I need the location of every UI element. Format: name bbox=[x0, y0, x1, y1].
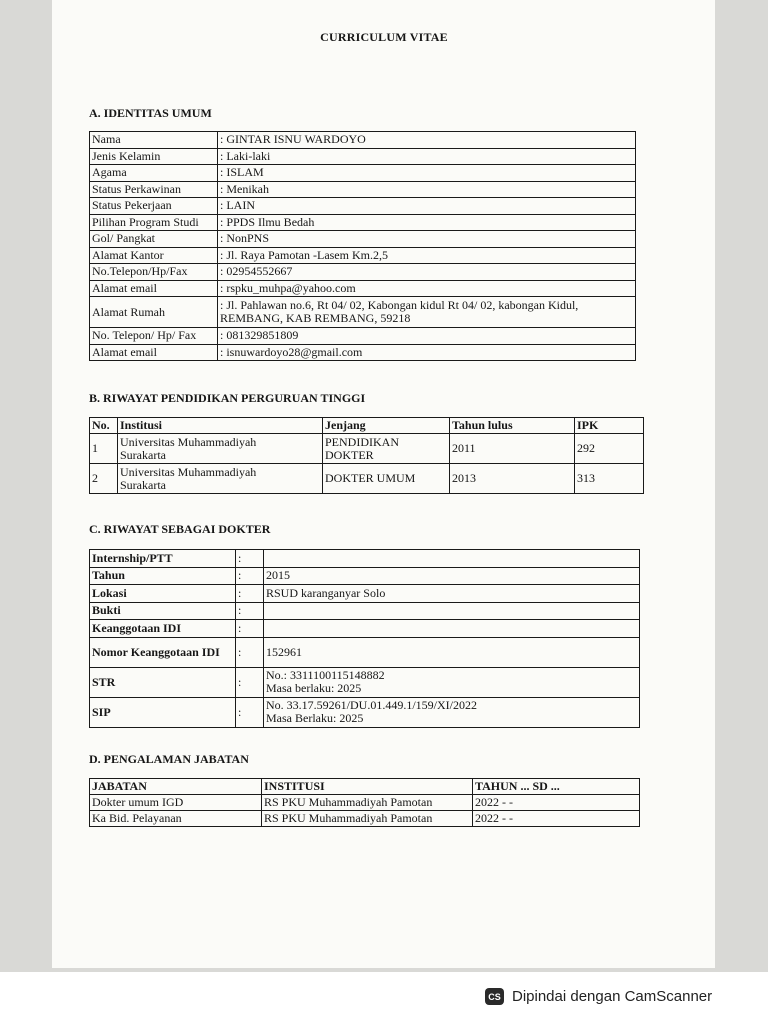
field-label: Keanggotaan IDI bbox=[90, 620, 236, 638]
header-no: No. bbox=[90, 418, 118, 434]
field-value bbox=[264, 697, 640, 727]
table-row bbox=[90, 464, 644, 494]
field-separator: : bbox=[236, 620, 264, 638]
header-institusi: Institusi bbox=[118, 418, 323, 434]
field-label: Internship/PTT bbox=[90, 550, 236, 568]
table-row bbox=[90, 214, 636, 231]
table-row bbox=[90, 697, 640, 727]
field-value-line1: : Menikah bbox=[220, 181, 269, 196]
field-label: Status Perkawinan bbox=[90, 181, 218, 198]
field-value-line1: : Jl. Raya Pamotan -Lasem Km.2,5 bbox=[220, 247, 388, 262]
table-row bbox=[90, 231, 636, 248]
field-value bbox=[218, 280, 636, 297]
field-value-line1: : LAIN bbox=[220, 198, 255, 213]
degree-level-line1: PENDIDIKAN bbox=[325, 434, 399, 449]
field-value-line1: : GINTAR ISNU WARDOYO bbox=[220, 132, 366, 147]
row-number: 1 bbox=[90, 434, 118, 464]
field-value bbox=[218, 297, 636, 328]
table-row bbox=[90, 620, 640, 638]
field-value bbox=[218, 344, 636, 361]
field-value-line1: : ISLAM bbox=[220, 165, 264, 180]
table-row bbox=[90, 264, 636, 281]
field-value-line1: 2015 bbox=[266, 568, 290, 583]
degree-level-line2: DOKTER bbox=[325, 447, 374, 462]
table-row bbox=[90, 550, 640, 568]
degree-level-line1: DOKTER UMUM bbox=[325, 471, 416, 485]
position-years: 2022 - - bbox=[473, 811, 640, 827]
field-label: Alamat email bbox=[90, 280, 218, 297]
table-row bbox=[90, 165, 636, 182]
field-label: No. Telepon/ Hp/ Fax bbox=[90, 328, 218, 345]
table-row bbox=[90, 328, 636, 345]
table-row bbox=[90, 280, 636, 297]
field-value-line1: : NonPNS bbox=[220, 231, 270, 246]
field-value-line1: : isnuwardoyo28@gmail.com bbox=[220, 344, 363, 359]
table-row bbox=[90, 811, 640, 827]
field-value-line2: Masa Berlaku: 2025 bbox=[266, 711, 364, 725]
field-label: Nama bbox=[90, 132, 218, 149]
institution bbox=[118, 434, 323, 464]
field-value-line1: : rspku_muhpa@yahoo.com bbox=[220, 280, 356, 295]
camscanner-text: Dipindai dengan CamScanner bbox=[512, 988, 713, 1005]
position-institution: RS PKU Muhammadiyah Pamotan bbox=[262, 811, 473, 827]
position-title: Ka Bid. Pelayanan bbox=[90, 811, 262, 827]
header-jenjang: Jenjang bbox=[323, 418, 450, 434]
gpa: 313 bbox=[575, 464, 644, 494]
section-d-heading: D. PENGALAMAN JABATAN bbox=[89, 752, 249, 766]
camscanner-icon: CS bbox=[485, 988, 504, 1005]
position-years: 2022 - - bbox=[473, 795, 640, 811]
field-label: Tahun bbox=[90, 567, 236, 585]
field-value bbox=[218, 148, 636, 165]
identity-table bbox=[89, 131, 636, 361]
field-value bbox=[264, 602, 640, 620]
table-row bbox=[90, 198, 636, 215]
field-value-line1: No. 33.17.59261/DU.01.449.1/159/XI/2022 bbox=[266, 698, 477, 712]
table-row bbox=[90, 148, 636, 165]
section-b-heading: B. RIWAYAT PENDIDIKAN PERGURUAN TINGGI bbox=[89, 391, 366, 405]
field-separator: : bbox=[236, 585, 264, 603]
field-separator: : bbox=[236, 667, 264, 697]
position-title: Dokter umum IGD bbox=[90, 795, 262, 811]
field-label: Agama bbox=[90, 165, 218, 182]
header-jabatan: JABATAN bbox=[90, 779, 262, 795]
field-value bbox=[264, 550, 640, 568]
table-row bbox=[90, 434, 644, 464]
table-row bbox=[90, 181, 636, 198]
section-a-heading: A. IDENTITAS UMUM bbox=[89, 106, 212, 120]
camscanner-watermark bbox=[485, 988, 712, 1005]
field-value-line1: : PPDS Ilmu Bedah bbox=[220, 214, 315, 229]
position-institution: RS PKU Muhammadiyah Pamotan bbox=[262, 795, 473, 811]
field-label: SIP bbox=[90, 697, 236, 727]
institution-line2: Surakarta bbox=[120, 477, 166, 492]
degree-level bbox=[323, 464, 450, 494]
field-value bbox=[218, 328, 636, 345]
field-value bbox=[264, 637, 640, 667]
field-value bbox=[264, 585, 640, 603]
field-value bbox=[218, 214, 636, 231]
graduation-year: 2013 bbox=[450, 464, 575, 494]
field-value-line2: Masa berlaku: 2025 bbox=[266, 681, 362, 695]
field-value-line1: : 081329851809 bbox=[220, 328, 299, 343]
field-label: Gol/ Pangkat bbox=[90, 231, 218, 248]
table-row bbox=[90, 567, 640, 585]
field-value bbox=[218, 132, 636, 149]
field-label: Alamat Rumah bbox=[90, 297, 218, 328]
field-value-line1: : Jl. Pahlawan no.6, Rt 04/ 02, Kabongan kidul Rt 04/ 02, kabongan Kidul, bbox=[220, 298, 579, 312]
institution bbox=[118, 464, 323, 494]
institution-line2: Surakarta bbox=[120, 447, 166, 462]
field-label: Jenis Kelamin bbox=[90, 148, 218, 165]
row-number: 2 bbox=[90, 464, 118, 494]
field-value-line1: RSUD karanganyar Solo bbox=[266, 585, 386, 600]
field-separator: : bbox=[236, 697, 264, 727]
field-value bbox=[218, 198, 636, 215]
header-ipk: IPK bbox=[575, 418, 644, 434]
field-label: Status Pekerjaan bbox=[90, 198, 218, 215]
header-tahun-lulus: Tahun lulus bbox=[450, 418, 575, 434]
field-separator: : bbox=[236, 567, 264, 585]
table-row bbox=[90, 585, 640, 603]
table-row bbox=[90, 344, 636, 361]
field-label: Alamat Kantor bbox=[90, 247, 218, 264]
field-label: No.Telepon/Hp/Fax bbox=[90, 264, 218, 281]
table-row bbox=[90, 247, 636, 264]
gpa: 292 bbox=[575, 434, 644, 464]
graduation-year: 2011 bbox=[450, 434, 575, 464]
header-institusi: INSTITUSI bbox=[262, 779, 473, 795]
field-value bbox=[218, 247, 636, 264]
institution-line1: Universitas Muhammadiyah bbox=[120, 464, 257, 479]
degree-level bbox=[323, 434, 450, 464]
institution-line1: Universitas Muhammadiyah bbox=[120, 434, 257, 449]
field-label: Lokasi bbox=[90, 585, 236, 603]
field-value bbox=[218, 231, 636, 248]
position-table bbox=[89, 778, 640, 827]
field-value-line1: 152961 bbox=[266, 644, 302, 659]
field-separator: : bbox=[236, 602, 264, 620]
field-label: Alamat email bbox=[90, 344, 218, 361]
table-row bbox=[90, 132, 636, 149]
header-tahun: TAHUN ... SD ... bbox=[473, 779, 640, 795]
field-value bbox=[264, 567, 640, 585]
field-value bbox=[218, 264, 636, 281]
field-separator: : bbox=[236, 637, 264, 667]
field-separator: : bbox=[236, 550, 264, 568]
section-c-heading: C. RIWAYAT SEBAGAI DOKTER bbox=[89, 522, 271, 536]
field-label: Bukti bbox=[90, 602, 236, 620]
field-value bbox=[264, 667, 640, 697]
field-value bbox=[264, 620, 640, 638]
field-value-line2: REMBANG, KAB REMBANG, 59218 bbox=[220, 311, 411, 325]
field-value bbox=[218, 181, 636, 198]
document-title: CURRICULUM VITAE bbox=[320, 30, 448, 44]
table-row bbox=[90, 637, 640, 667]
table-row bbox=[90, 602, 640, 620]
education-table bbox=[89, 417, 644, 494]
table-row bbox=[90, 795, 640, 811]
table-row bbox=[90, 667, 640, 697]
field-label: Nomor Keanggotaan IDI bbox=[90, 637, 236, 667]
field-value-line1: : Laki-laki bbox=[220, 148, 271, 163]
table-row bbox=[90, 297, 636, 328]
field-label: Pilihan Program Studi bbox=[90, 214, 218, 231]
field-label: STR bbox=[90, 667, 236, 697]
field-value-line1: : 02954552667 bbox=[220, 264, 293, 279]
doctor-history-table bbox=[89, 549, 640, 728]
field-value bbox=[218, 165, 636, 182]
field-value-line1: No.: 3311100115148882 bbox=[266, 668, 385, 682]
